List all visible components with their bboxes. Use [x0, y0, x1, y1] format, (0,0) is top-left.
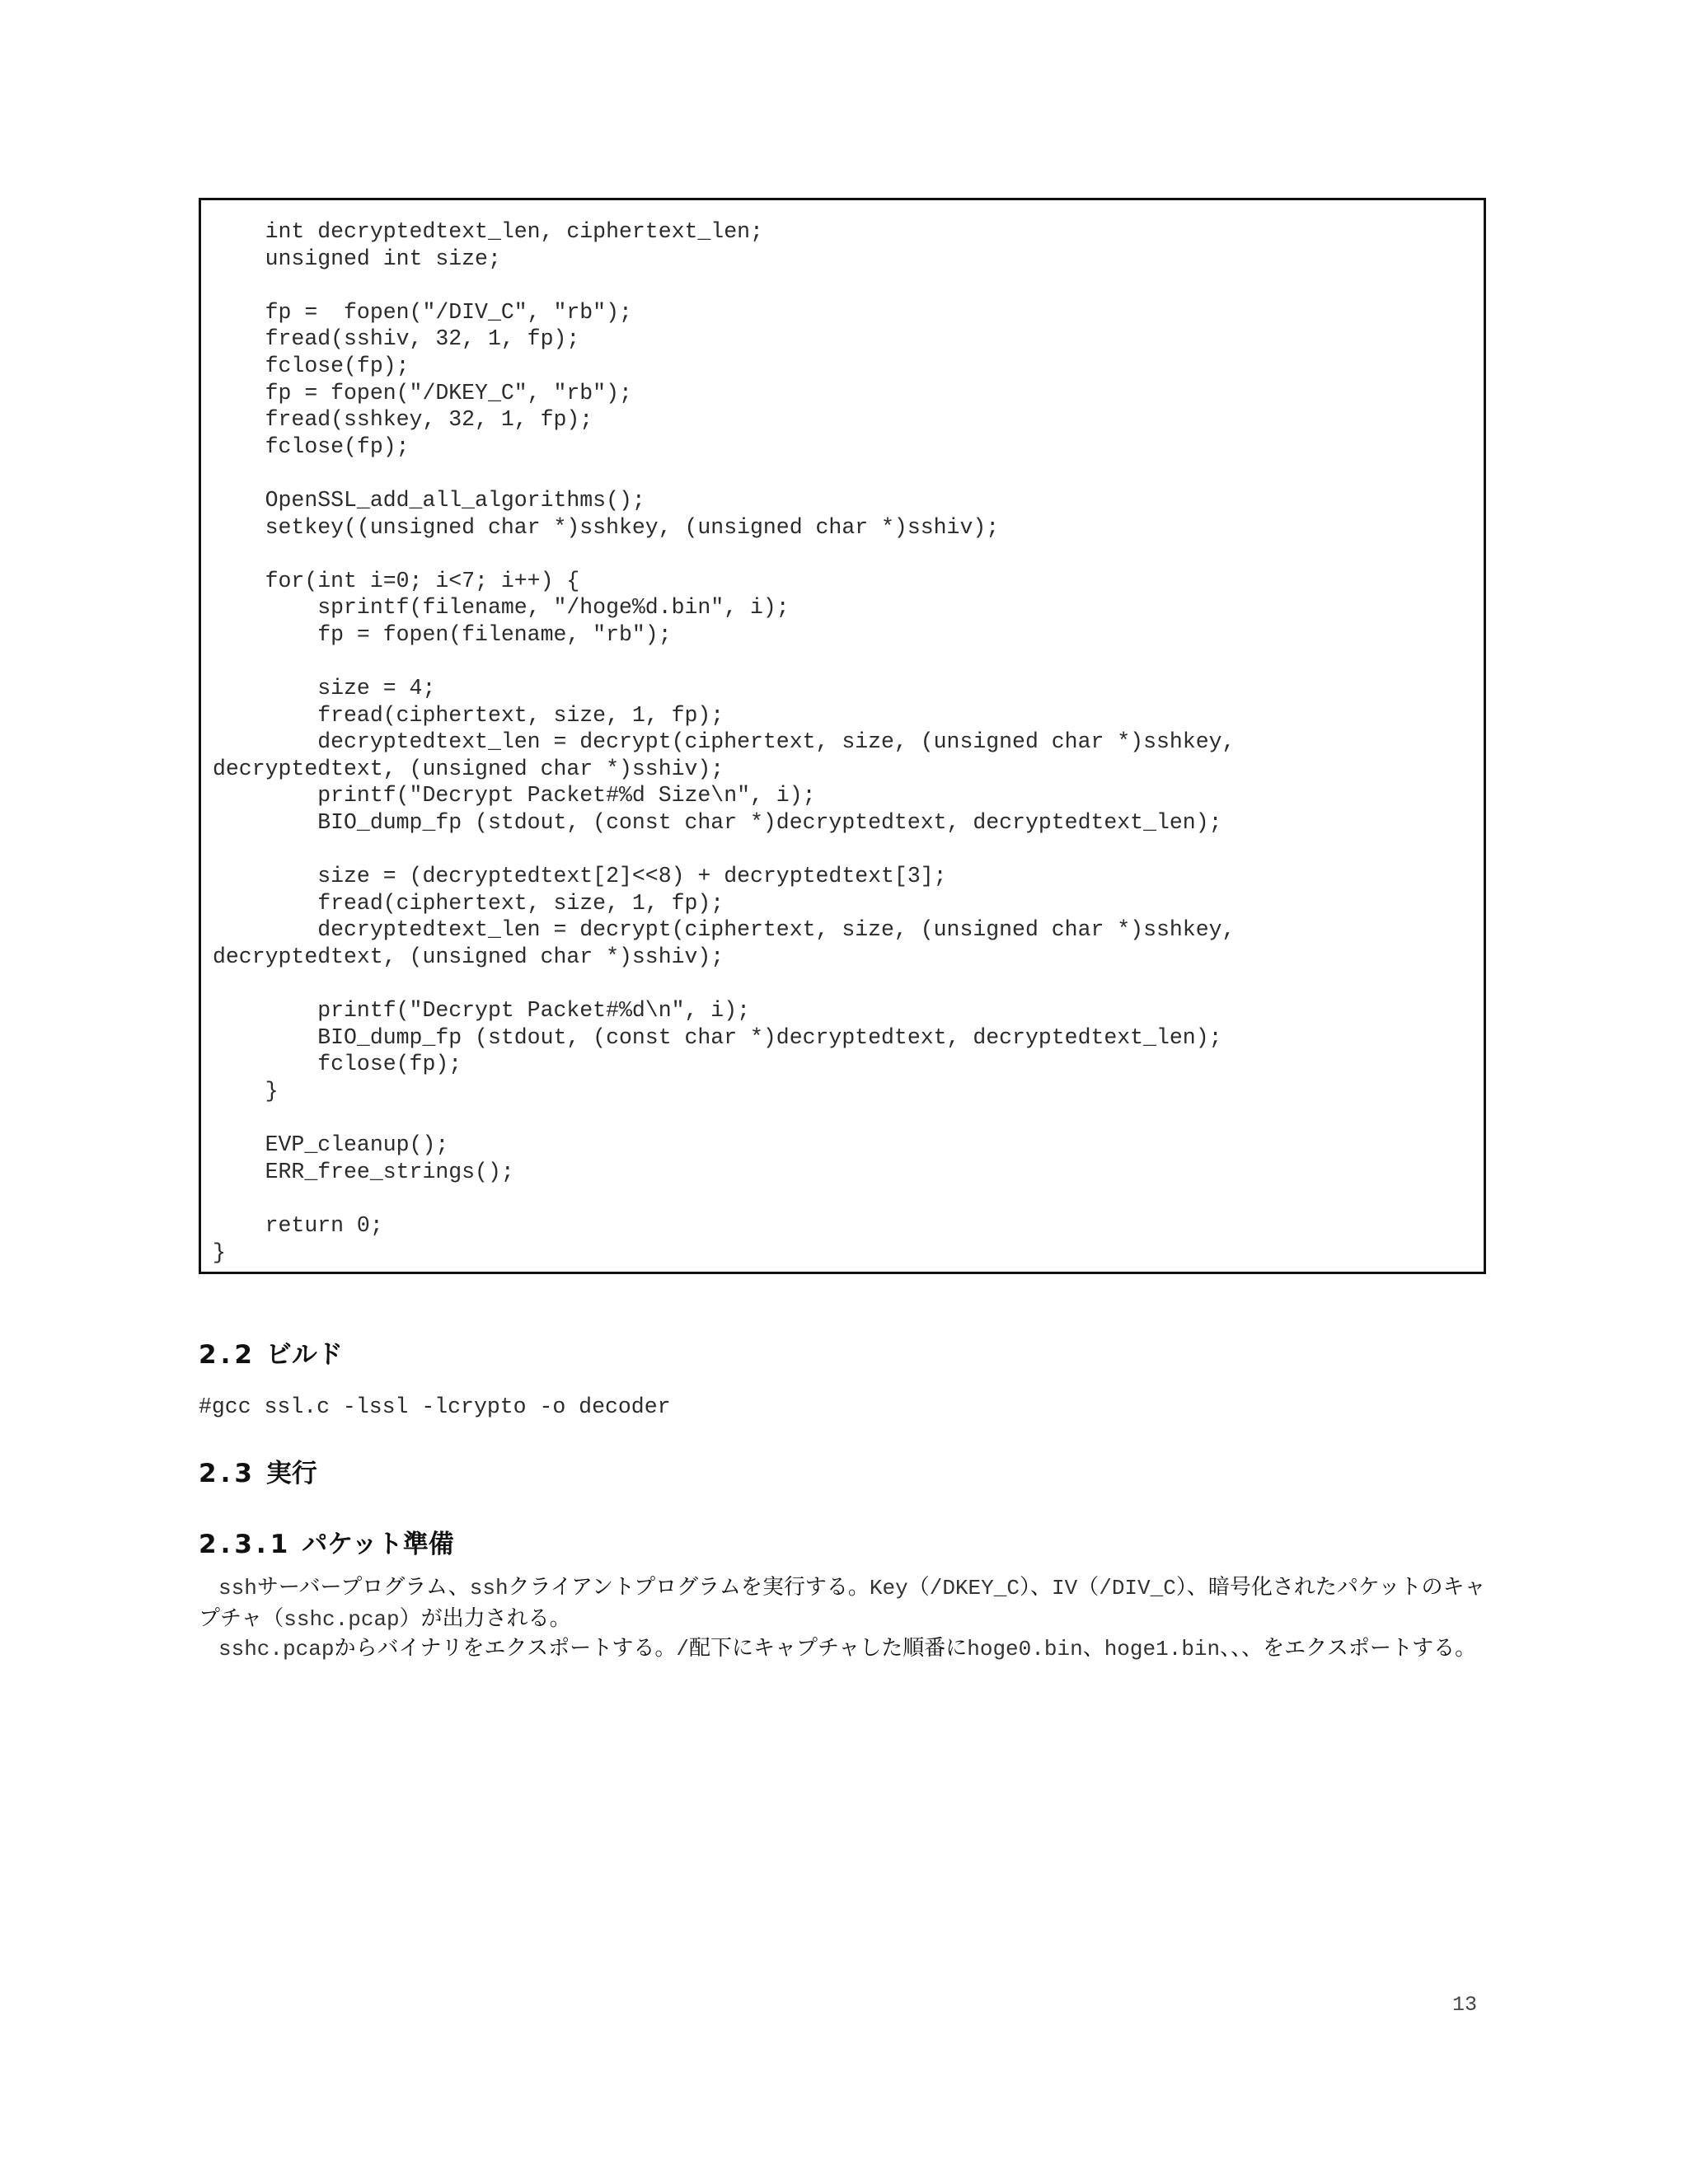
text-run: 、 [1082, 1636, 1104, 1661]
section-number: 2.3 [199, 1459, 256, 1488]
code-line [213, 1105, 1484, 1132]
text-run: ）、 [1019, 1575, 1052, 1600]
code-line: decryptedtext, (unsigned char *)sshiv); [213, 756, 724, 781]
code-line: OpenSSL_add_all_algorithms(); [213, 487, 645, 513]
inline-code: Key [869, 1576, 908, 1601]
inline-code: / [676, 1637, 690, 1661]
code-line: return 0; [213, 1212, 383, 1238]
text-run: （ [907, 1575, 930, 1600]
code-line [213, 541, 1484, 568]
text-run: クライアントプログラムを実行する。 [508, 1575, 870, 1600]
code-line: size = 4; [213, 676, 436, 701]
code-line: BIO_dump_fp (stdout, (const char *)decryptedtext, decryptedtext_len); [213, 1024, 1222, 1050]
code-line: int decryptedtext_len, ciphertext_len; [213, 219, 763, 244]
text-run: ）、暗号化されたパケットのキャプチャ（ [199, 1575, 1486, 1631]
code-line: setkey((unsigned char *)sshkey, (unsigned char *)sshiv); [213, 514, 1000, 540]
section-title: パケット準備 [302, 1530, 454, 1559]
code-line: fread(ciphertext, size, 1, fp); [213, 702, 724, 728]
inline-code: ssh [218, 1576, 257, 1601]
code-line: sprintf(filename, "/hoge%d.bin", i); [213, 595, 790, 621]
paragraph-packet-capture [199, 1572, 1486, 1635]
code-line: ERR_free_strings(); [213, 1159, 514, 1184]
code-line: printf("Decrypt Packet#%d Size\n", i); [213, 783, 816, 808]
code-line [213, 837, 1484, 864]
code-line: } [213, 1079, 279, 1104]
section-title: ビルド [265, 1340, 343, 1370]
code-line: } [213, 1240, 226, 1265]
section-heading-run [199, 1452, 317, 1489]
code-line: decryptedtext, (unsigned char *)sshiv); [213, 944, 724, 970]
code-line: size = (decryptedtext[2]<<8) + decryptedtext[3]; [213, 864, 947, 889]
code-line: fp = fopen(filename, "rb"); [213, 621, 672, 647]
code-line: fp = fopen("/DKEY_C", "rb"); [213, 380, 632, 405]
code-line [213, 971, 1484, 998]
inline-code: hoge1.bin [1104, 1637, 1221, 1661]
code-listing [199, 198, 1486, 1274]
code-line: decryptedtext_len = decrypt(ciphertext, size, (unsigned char *)sshkey, [213, 917, 1236, 943]
code-line: printf("Decrypt Packet#%d\n", i); [213, 998, 751, 1024]
inline-code: /DIV_C [1099, 1576, 1176, 1601]
code-line [213, 1185, 1484, 1212]
text-run: （ [1077, 1575, 1100, 1600]
build-command: #gcc ssl.c -lssl -lcrypto -o decoder [199, 1394, 671, 1419]
code-line: for(int i=0; i<7; i++) { [213, 568, 580, 593]
text-run: サーバープログラム、 [256, 1575, 470, 1600]
code-line: EVP_cleanup(); [213, 1132, 449, 1158]
section-number: 2.2 [199, 1340, 256, 1370]
inline-code: sshc.pcap [218, 1637, 335, 1661]
text-run: 配下にキャプチャした順番に [689, 1636, 968, 1661]
inline-code: /DKEY_C [929, 1576, 1020, 1601]
paragraph-binary-export [199, 1633, 1486, 1665]
code-line: fread(ciphertext, size, 1, fp); [213, 890, 724, 916]
inline-code: ssh [469, 1576, 509, 1601]
code-line [213, 460, 1484, 487]
section-heading-packet-prep [199, 1523, 454, 1560]
section-number: 2.3.1 [199, 1530, 293, 1559]
code-line: decryptedtext_len = decrypt(ciphertext, size, (unsigned char *)sshkey, [213, 729, 1236, 755]
code-line [213, 649, 1484, 676]
code-line [213, 272, 1484, 299]
code-line: fclose(fp); [213, 1052, 462, 1077]
code-line: fp = fopen("/DIV_C", "rb"); [213, 299, 632, 325]
code-line: fclose(fp); [213, 353, 410, 378]
inline-code: hoge0.bin [967, 1637, 1083, 1661]
code-line: fread(sshiv, 32, 1, fp); [213, 326, 580, 352]
text-run: ）が出力される。 [399, 1606, 571, 1631]
page-number: 13 [1452, 1993, 1478, 2017]
code-line: unsigned int size; [213, 246, 501, 271]
section-heading-build [199, 1333, 343, 1371]
inline-code: sshc.pcap [284, 1607, 400, 1632]
code-line: fread(sshkey, 32, 1, fp); [213, 407, 593, 433]
inline-code: IV [1051, 1576, 1078, 1601]
section-title: 実行 [265, 1459, 317, 1488]
code-line: BIO_dump_fp (stdout, (const char *)decryptedtext, decryptedtext_len); [213, 810, 1222, 836]
text-run: からバイナリをエクスポートする。 [334, 1636, 677, 1661]
code-line: fclose(fp); [213, 434, 410, 459]
text-run: 、、、をエクスポートする。 [1220, 1636, 1477, 1661]
